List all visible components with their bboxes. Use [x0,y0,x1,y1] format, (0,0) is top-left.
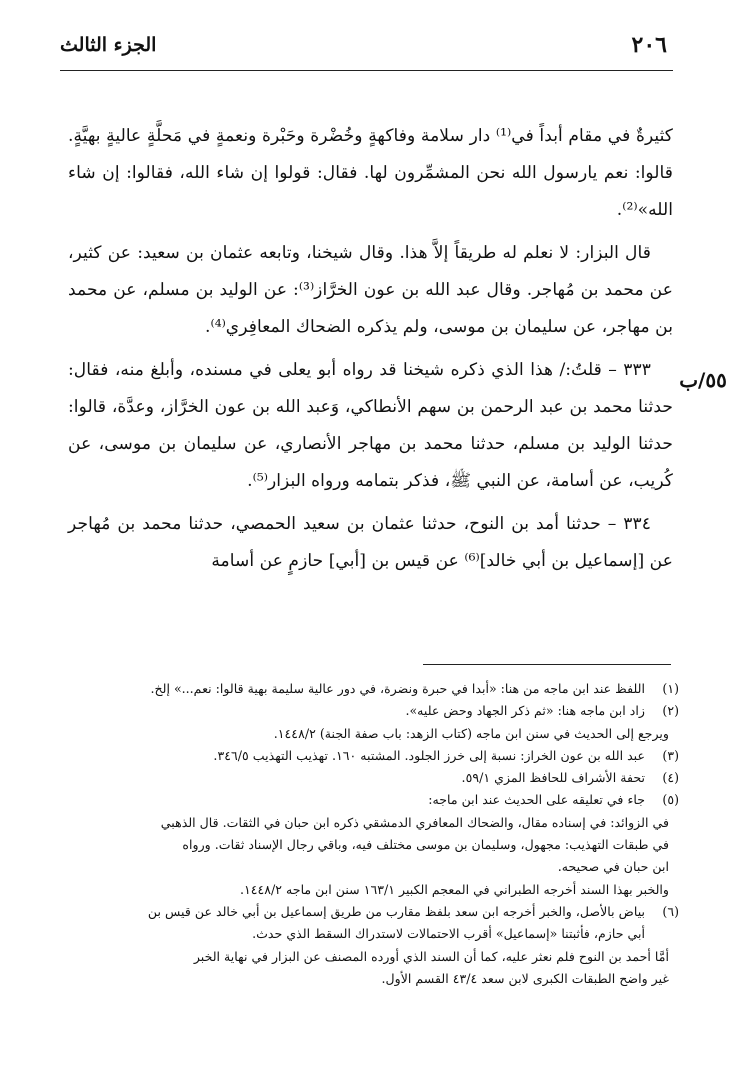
footnote-number: (٣) [662,747,679,763]
page-header [48,32,693,66]
paragraph-hadith-333: ٣٣٣ – قلتُ:/ هذا الذي ذكره شيخنا قد رواه أبو يعلى في مسنده، وأبلغ منه، فقال: حدثنا محمد بن عبد الرحمن بن سهم الأنطاكي، وَعبد الله بن عون الخرَّاز، وعدَّة، قالوا: حدثنا الوليد بن مسلم، حدثنا محمد بن مهاجر الأنصاري، عن سليمان بن موسى، عن كُريب، عن أسامة، عن النبي ﷺ، فذكر بتمامه ورواه البزار⁽⁵⁾. [68,360,673,491]
footnote-line: بياض بالأصل، والخبر أخرجه ابن سعد بلفظ مقارب من طريق إسماعيل بن أبي خالد عن قيس بن [147,903,645,919]
footnote-line: في الزوائد: في إسناده مقال، والضحاك المعافري الدمشقي ذكره ابن حبان في الثقات. قال الذهبي [160,814,669,830]
footnote [65,767,679,789]
paragraph-hadith-334: ٣٣٤ – حدثنا أمد بن النوح، حدثنا عثمان بن سعيد الحمصي، حدثنا محمد بن مُهاجر عن [إسماعيل بن أبي خالد]⁽⁶⁾ عن قيس بن [أبي] حازمٍ عن أسامة [68,514,673,571]
running-title: الجزء الثالث [60,34,157,56]
footnote-line: أبي حازم، فأثبتنا «إسماعيل» أقرب الاحتمالات لاستدراك السقط الذي حدث. [252,926,645,942]
footnote-line: ابن حبان في صحيحه. [557,859,669,875]
footnote-line: زاد ابن ماجه هنا: «ثم ذكر الجهاد وحض عليه». [405,703,645,719]
footnote [65,745,679,767]
footnote-line: تحفة الأشراف للحافظ المزي ٥٩/١. [461,770,645,786]
footnote-number: (٤) [662,770,679,786]
header-rule [60,70,673,71]
footnote-line: في طبقات التهذيب: مجهول، وسليمان بن موسى مختلف فيه، وباقي رجال الإسناد ثقات. ورواه [182,837,669,853]
margin-folio-note: ٥٥/ب [679,368,727,392]
footnote-line: ويرجع إلى الحديث في سنن ابن ماجه (كتاب الزهد: باب صفة الجنة) ١٤٤٨/٢. [273,725,669,741]
footnotes [65,678,679,990]
footnote-rule [423,664,671,665]
paragraph: كثيرةٌ في مقام أبداً في⁽¹⁾ دار سلامة وفاكهةٍ وخُضْرة وحَبْرة ونعمةٍ في مَحلَّةٍ عاليةٍ بهيَّةٍ. قالوا: نعم يارسول الله نحن المشمِّرون لها. فقال: قولوا إن شاء الله، فقالوا: إن شاء الله»⁽²⁾. [68,126,673,220]
footnote-line: جاء في تعليقه على الحديث عند ابن ماجه: [428,792,645,808]
footnote [65,678,679,700]
footnote [65,789,679,811]
footnote-line: اللفظ عند ابن ماجه من هنا: «أبدا في حبرة ونضرة، في دور عالية سليمة بهية قالوا: نعم...» إلخ. [150,681,645,696]
paragraph: قال البزار: لا نعلم له طريقاً إلاَّ هذا. وقال شيخنا، وتابعه عثمان بن سعيد: عن كثير، عن محمد بن مُهاجر. وقال عبد الله بن عون الخرَّاز⁽³⁾: عن الوليد بن مسلم، عن محمد بن مهاجر، عن سليمان بن موسى، ولم يذكره الضحاك المعافِري⁽⁴⁾. [68,243,673,337]
footnote-line: والخبر بهذا السند أخرجه الطبراني في المعجم الكبير ١٦٣/١ سنن ابن ماجه ١٤٤٨/٢. [239,881,669,897]
footnote [65,901,679,946]
footnote-number: (٥) [662,792,679,808]
footnote-number: (٢) [662,703,679,719]
footnote-line: غير واضح الطبقات الكبرى لابن سعد ٤٣/٤ القسم الأول. [381,970,669,986]
footnote-line: عبد الله بن عون الخراز: نسبة إلى خرز الجلود. المشتبه ١٦٠. تهذيب التهذيب ٣٤٦/٥. [213,747,645,763]
page-number: ٢٠٦ [631,32,667,58]
main-text [68,118,673,586]
footnote [65,700,679,722]
footnote-number: (٦) [662,903,679,919]
footnote-line: أمَّا أحمد بن النوح فلم نعثر عليه، كما أن السند الذي أورده المصنف عن البزار في نهاية الخبر [193,948,669,964]
footnote-number: (١) [662,681,679,696]
